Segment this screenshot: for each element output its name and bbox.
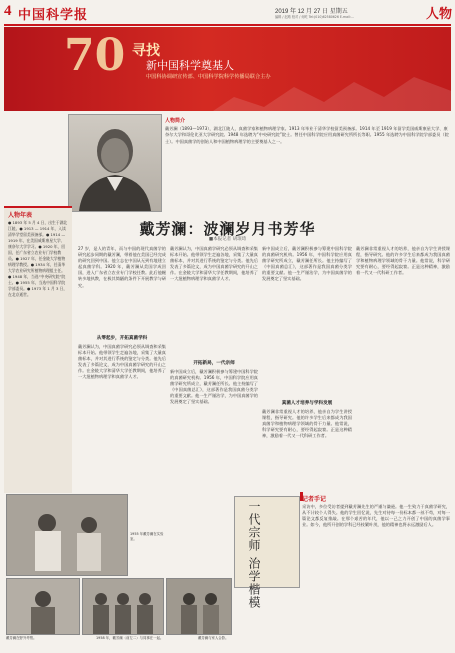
article-title: 戴芳澜：波澜岁月书芳华 [139,220,316,238]
photo-family [166,578,232,635]
issue-date: 2019 年 12 月 27 日 星期五 [275,9,348,15]
caption-group: 1958 年，戴芳澜（前左二）与同事在一起。 [96,636,164,640]
paper-name: 中国科学报 [18,8,89,23]
calligraphy-text: 一代宗师 治学楷模 [247,500,261,609]
anniversary-70-logo: 70 [64,30,126,81]
article-col-2: 戴芳澜认为，中国真菌学研究必须从调查和采集标本开始。他带领学生走遍各地，采集了大量真菌标本，并对其进行系统的鉴定与分类。他先后发表了多篇论文，成为中国真菌学研究的开山之作。在金陵大学和清华大学任教期间，他培养了一大批植物病理学和真菌学人才。 [170,246,258,282]
calligraphy-scroll [234,496,300,588]
header-rule [4,24,451,26]
caption-lab: 1955 年戴芳澜在实验室。 [130,532,164,541]
field-photo-scene [7,579,79,634]
intro-heading: 人物简介 [165,118,186,124]
portrait-silhouette [69,115,161,211]
article-col-4: 戴芳澜非常重视人才的培养，他亲自为学生讲授课程，指导研究。他的许多学生后来都成为我国真菌学和植物病理学领域的骨干力量。他常说，科学研究要有耐心，要经得起寂寞。正是这种精神，激励着一代又一代科研工作者。 [356,246,450,276]
article-col-1b: 戴芳澜认为，中国真菌学研究必须从调查和采集标本开始。他带领学生走遍各地，采集了大量真菌标本，并对其进行系统的鉴定与分类。他先后发表了多篇论文，成为中国真菌学研究的开山之作。在金陵大学和清华大学任教期间，他培养了一大批植物病理学和真菌学人才。 [78,344,166,380]
article-col-2b: 新中国成立后，戴芳澜积极参与筹建中国科学院的真菌研究机构。1956 年，中国科学院应用真菌学研究所成立，戴芳澜任所长。他主持编写了《中国真菌总汇》，这部著作是我国真菌分类学的重要文献。他一生严谨治学，为中国真菌学的发展奠定了坚实基础。 [170,369,258,405]
section-title: 人物 [425,7,452,22]
subheading-1: 从零起步，开拓真菌学科 [96,336,148,341]
intro-text: 戴芳澜（1893—1973），湖北江陵人，真菌学家和植物病理学家。1913 年毕业于清华学校留美预备部。1914 年至 1919 年留学美国威斯康星大学、康奈尔大学和哥伦比亚大学研究院。1948 年选聘为“中央研究院”院士。曾任中国科学院应用真菌研究所所长等职。1955 年选聘为中国科学院学部委员（院士）。中国真菌学的创始人和中国植物病理学的主要奠基人之一。 [165,126,449,144]
group-photo-scene [83,579,163,634]
notes-text: 采访中，多位受访者提到戴芳澜先生的严谨与谦逊。他一生致力于真菌学研究，从不计较个人得失。他的学生回忆说，先生对待每一份标本都一丝不苟，对每一篇论文都反复推敲。在那个艰苦的年代，他以一己之力开创了中国的真菌学事业。如今，他所开创的学科已经枝繁叶茂，他的精神也将永远激励后人。 [302,504,450,528]
photo-field [6,578,80,635]
article-col-1: 27 岁，是人的青年，而与中国的现代真菌学的研究起步同期的戴芳澜，带着他在美国已经完成的研究回到中国。他立志在中国从无到有地建立起真菌学科。1920 年，戴芳澜从美国学成回国，进入广东省立农业专门学校任教。此后他辗转多地执教，在极其简陋的条件下开展教学与研究。 [78,246,166,288]
editor-line: 编辑 / 赵路 校对 / 何屹 Tel:(010)62580626 E-mail:... [275,15,354,19]
article-byline: ■本报记者 胡珉琦 [208,237,247,242]
photo-group [82,578,164,635]
article-col-3b: 戴芳澜非常重视人才的培养，他亲自为学生讲授课程，指导研究。他的许多学生后来都成为我国真菌学和植物病理学领域的骨干力量。他常说，科学研究要有耐心，要经得起寂寞。正是这种精神，激励着一代又一代科研工作者。 [262,409,352,439]
banner-kicker: 寻找 [132,43,160,59]
banner-title: 新中国科学奠基人 [146,59,234,72]
banner-subtitle: 中国科协调研宣传部、中国科学院科学传播局联合主办 [146,74,271,80]
photo-lab [6,494,128,576]
timeline-heading: 人物年表 [8,212,33,219]
subheading-2: 开拓新局，一代宗师 [193,361,235,366]
caption-family: 戴芳澜与家人合影。 [198,636,229,640]
subheading-3: 真菌人才培养与学科发展 [281,401,333,406]
family-photo-scene [167,579,231,634]
notes-heading: 记者手记 [302,496,327,503]
timeline-text: ● 1893 年 5 月 4 日，出生于湖北江陵。● 1913 — 1914 年，入读清华学堂留美预备部。● 1914 — 1919 年，在美国威斯康星大学、康奈尔大学学习。● 1920 年，回国，任广东省立农业专门学校教员。● 1927 年，任金陵大学植物病理学教授。● 1934 年，任清华大学农业研究所植物病理组主任。● 1948 年，当选“中央研究院”院士。● 1955 年，当选中国科学院学部委员。● 1973 年 1 月 3 日，在北京逝世。 [8,220,68,297]
great-wall-watermark [204,57,451,111]
lab-photo-scene [7,495,127,575]
article-col-3: 新中国成立后，戴芳澜积极参与筹建中国科学院的真菌研究机构。1956 年，中国科学院应用真菌学研究所成立，戴芳澜任所长。他主持编写了《中国真菌总汇》，这部著作是我国真菌分类学的重要文献。他一生严谨治学，为中国真菌学的发展奠定了坚实基础。 [262,246,352,282]
page-number: 4 [4,3,12,19]
caption-field: 戴芳澜在野外考察。 [6,636,37,640]
portrait-photo [68,114,162,212]
